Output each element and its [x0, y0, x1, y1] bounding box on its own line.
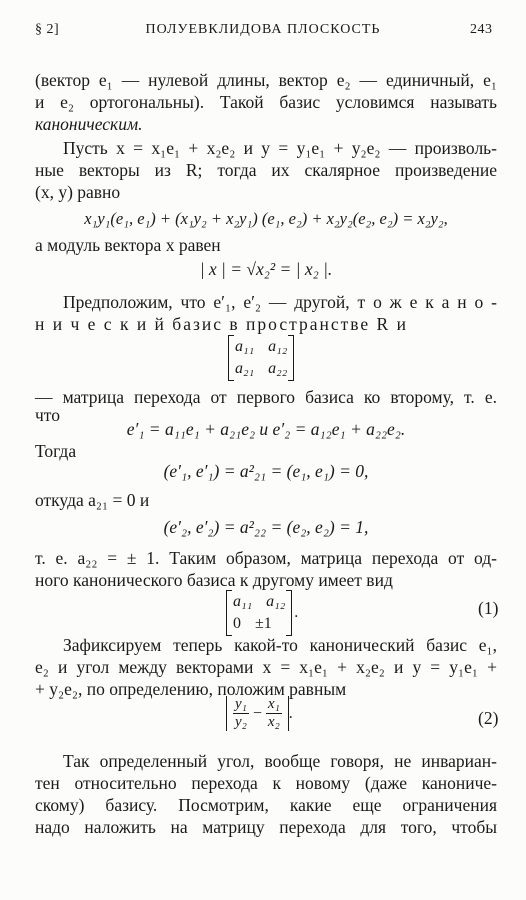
equation-scalar-product: x₁y₁(e₁, e₁) + (x₁y₂ + x₂y₁) (e₁, e₂) + x₂y₂(e₂, e₂) = x₂y₂, [84, 209, 448, 228]
text-line: и e₂ ортогональны). Такой базис условимся называть [35, 92, 497, 112]
matrix-entry: a₁₁ [233, 593, 253, 610]
text-line-spaced: н и ч е с к и й базис в пространстве R и [35, 314, 408, 334]
text-line: ные векторы из R; тогда их скалярное произведение [35, 160, 497, 180]
text-line: Тогда [35, 441, 77, 461]
running-title: ПОЛУЕВКЛИДОВА ПЛОСКОСТЬ [145, 22, 381, 37]
text-line-italic: каноническим. [35, 114, 143, 134]
equation-modulus: | x | = √x₂² = | x₂ |. [199, 259, 333, 279]
matrix-entry: 0 [233, 615, 241, 632]
fraction-x: $\frac{\text{x₁}}{\text{x₂}}$ [267, 696, 280, 730]
text-line: скому) базису. Посмотрим, какие еще ограничения [35, 795, 497, 815]
text-line: тен относительно перехода к новому (даже канониче- [35, 773, 497, 793]
text-line: Предположим, что e′₁, e′₂ — другой, т о ж е к а н о - [63, 292, 497, 312]
matrix-entry: a₂₂ [268, 360, 288, 377]
text-line: e₂ и угол между векторами x = x₁e₁ + x₂e₂ и y = y₁e₁ + [35, 657, 497, 677]
matrix-entry: a₁₂ [268, 338, 288, 355]
section-marker: § 2] [35, 22, 60, 37]
fraction-y: $\frac{\text{y₁}}{\text{y₂}}$ [235, 696, 247, 730]
matrix-entry: a₂₁ [235, 360, 255, 377]
text-line: т. е. a₂₂ = ± 1. Таким образом, матрица перехода от од- [35, 548, 497, 568]
text-line: что [35, 405, 60, 425]
text-line: откуда a₂₁ = 0 и [35, 490, 150, 510]
page-number: 243 [470, 22, 493, 37]
matrix-entry: a₁₁ [235, 338, 255, 355]
equation-basis-change: e′₁ = a₁₁e₁ + a₂₁e₂ и e′₂ = a₁₂e₁ + a₂₂e₂. [126, 419, 406, 439]
matrix-entry: ±1 [255, 615, 272, 632]
angle-definition-formula: $\frac{\text{y₁}}{\text{y₂}}$ − $\frac{\text{x₁}}{\text{x₂}}$ . [226, 696, 293, 731]
text-line: — матрица перехода от первого базиса ко второму, т. е. [35, 387, 497, 407]
text-line: ного канонического базиса к другому имеет вид [35, 570, 393, 590]
matrix-entry: a₁₂ [266, 593, 286, 610]
text-line: (вектор e₁ — нулевой длины, вектор e₂ — единичный, e₁ [35, 70, 497, 90]
equation-number: (2) [478, 708, 499, 728]
text-line: (x, y) равно [35, 182, 121, 202]
transition-matrix-general [228, 335, 294, 381]
text-line: Зафиксируем теперь какой-то канонический базис e₁, [63, 635, 497, 655]
minus-sign: − [252, 704, 262, 722]
text-line: надо наложить на матрицу перехода для того, чтобы [35, 817, 497, 837]
text-line: Так определенный угол, вообще говоря, не инвариан- [63, 751, 497, 771]
equation-e1: (e′₁, e′₁) = a²₂₁ = (e₁, e₁) = 0, [163, 461, 369, 481]
equation-e2: (e′₂, e′₂) = a²₂₂ = (e₂, e₂) = 1, [163, 517, 369, 537]
transition-matrix-canonical: a₁₁ a₁₂ 0 ±1 . [226, 590, 298, 636]
text-line: Пусть x = x₁e₁ + x₂e₂ и y = y₁e₁ + y₂e₂ — произволь- [63, 138, 497, 158]
text-line: а модуль вектора x равен [35, 235, 221, 255]
equation-number: (1) [478, 598, 499, 618]
text-line: + y₂e₂, по определению, положим равным [35, 679, 347, 699]
